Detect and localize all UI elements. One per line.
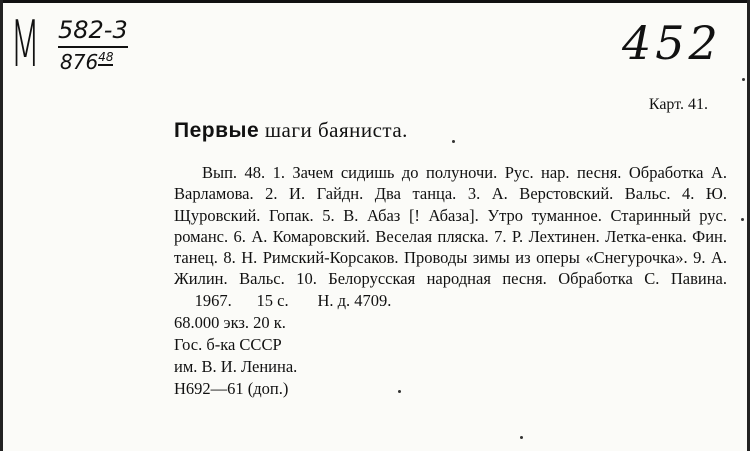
card-index: Карт. 41. [648, 96, 708, 113]
shelfmark-line-1: 582-3 [58, 16, 128, 48]
publication-meta: 1967. 15 с. Н. д. 4709. [174, 290, 392, 310]
library-name-2: им. В. И. Ленина. [174, 357, 298, 376]
speck [520, 436, 523, 439]
book-title-rest: шаги баяниста. [259, 118, 408, 142]
shelfmark-letter: M [10, 8, 41, 82]
shelfmark-line-2-number: 876 [60, 50, 99, 74]
speck [741, 218, 744, 221]
speck [452, 140, 455, 143]
speck [398, 390, 401, 393]
order-code: Н692—61 (доп.) [174, 379, 289, 398]
book-title [174, 118, 408, 143]
card-number: 452 [622, 16, 722, 70]
book-title-bold: Первые [174, 119, 260, 142]
speck [742, 78, 745, 81]
library-name-1: Гос. б-ка СССР [174, 335, 282, 354]
shelfmark-line-2-sup: 48 [98, 50, 114, 65]
contents-text: Вып. 48. 1. Зачем сидишь до полуночи. Рус. нар. песня. Обработка А. Варламова. 2. И. Гайдн. Два танца. 3. А. Верстовский. Вальс. 4. Ю. Щуровский. Гопак. 5. В. Абаз [! Абаза]. Утро туманное. Старинный рус. романс. 6. А. Комаровский. Веселая пляска. 7. Р. Лехтинен. Летка-енка. Фин. танец. 8. Н. Римский-Корсаков. Проводы зимы из оперы «Снегурочка». 9. А. Жилин. Вальс. 10. Белорусская народная песня. Обработка С. Павина. [174, 163, 727, 289]
card-top-border [0, 0, 750, 3]
print-run: 68.000 экз. 20 к. [174, 313, 286, 332]
card-left-border [0, 0, 3, 451]
contents-description [174, 162, 727, 311]
shelfmark-line-2 [60, 50, 113, 74]
